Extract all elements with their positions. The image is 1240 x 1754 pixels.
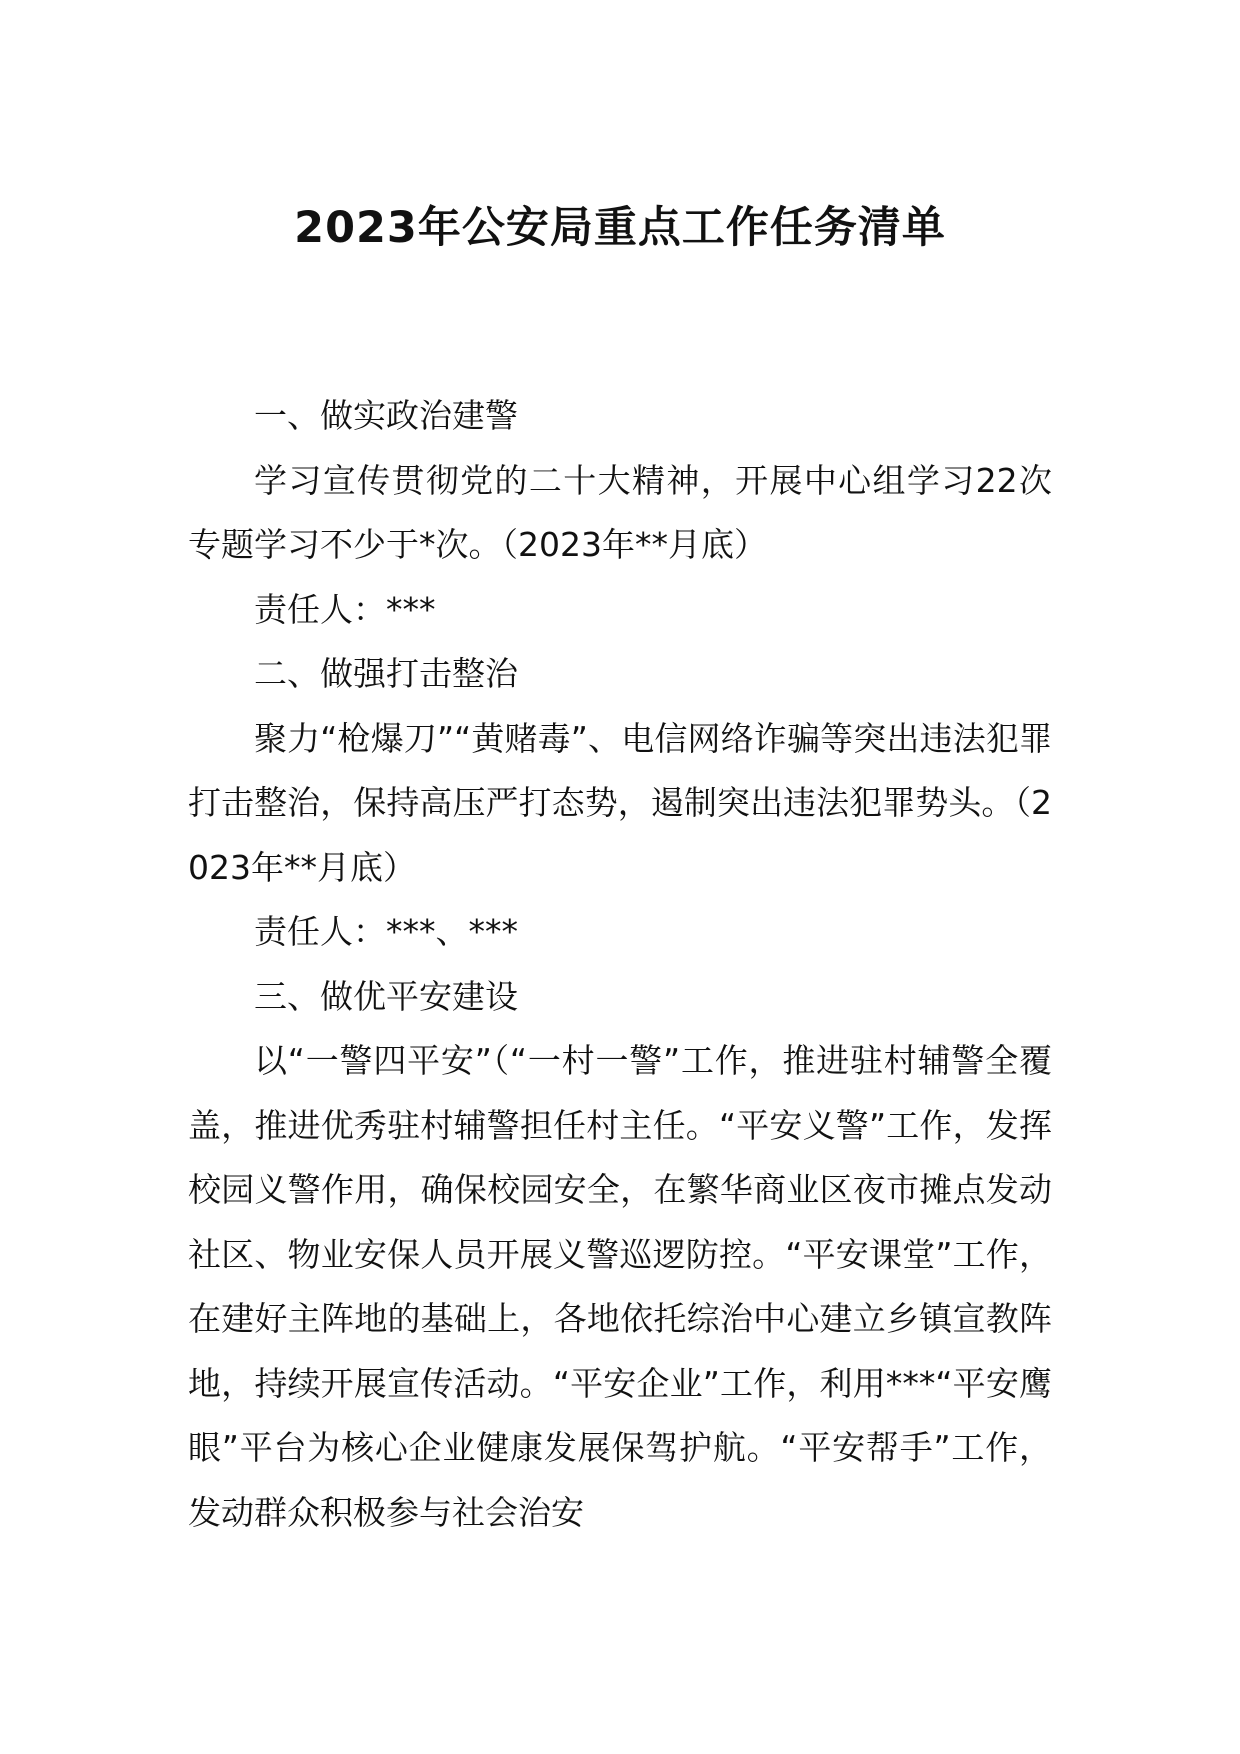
responsible-person-2: 责任人：***、*** <box>254 912 518 951</box>
document-body <box>188 384 1052 1545</box>
document-title: 2023年公安局重点工作任务清单 <box>294 203 946 253</box>
paragraph-safety-task: 以“一警四平安”（“一村一警”工作，推进驻村辅警全覆盖，推进优秀驻村辅警担任村主任。“平安义警”工作，发挥校园义警作用，确保校园安全，在繁华商业区夜市摊点发动社区、物业安保人员开展义警巡逻防控。“平安课堂”工作，在建好主阵地的基础上，各地依托综治中心建立乡镇宣教阵地，持续开展宣传活动。“平安企业”工作，利用***“平安鹰眼”平台为核心企业健康发展保驾护航。“平安帮手”工作，发动群众积极参与社会治安 <box>188 1041 1052 1532</box>
paragraph-political-task: 学习宣传贯彻党的二十大精神，开展中心组学习22次专题学习不少于*次。（2023年**月底） <box>188 460 1052 564</box>
paragraph-crackdown-task: 聚力“枪爆刀”“黄赌毒”、电信网络诈骗等突出违法犯罪打击整治，保持高压严打态势，遏制突出违法犯罪势头。（2023年**月底） <box>188 718 1052 887</box>
section-heading-safety: 三、做优平安建设 <box>254 976 518 1016</box>
section-heading-crackdown: 二、做强打击整治 <box>254 654 518 693</box>
responsible-person-1: 责任人：*** <box>254 589 436 629</box>
section-heading-political: 一、做实政治建警 <box>254 396 518 435</box>
